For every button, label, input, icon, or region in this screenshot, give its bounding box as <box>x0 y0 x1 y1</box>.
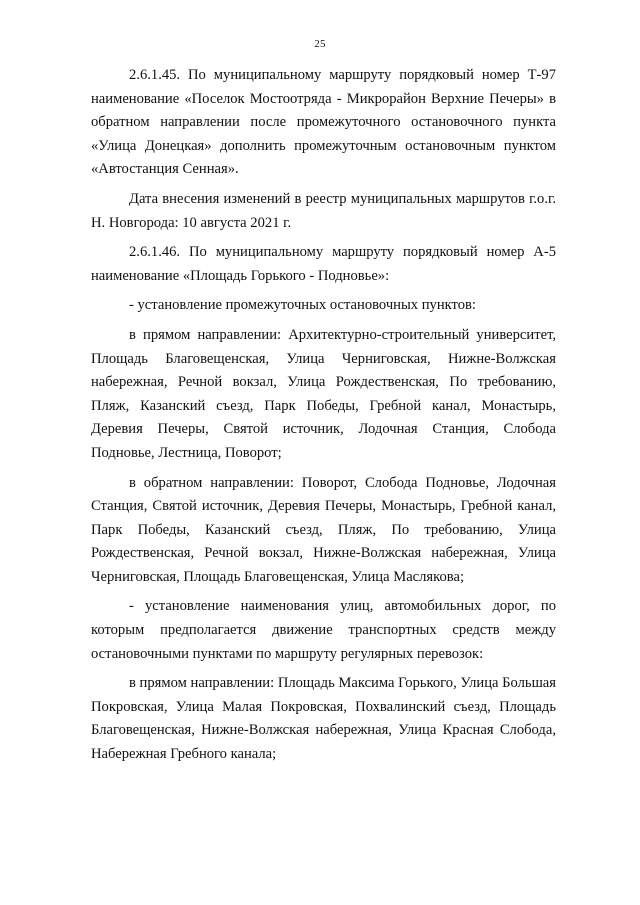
paragraph-route-t97: 2.6.1.45. По муниципальному маршруту порядковый номер Т-97 наименование «Поселок Мостоотряда - Микрорайон Верхние Печеры» в обратном направлении после промежуточного остановочного пункта «Улица Донецкая» дополнить промежуточным остановочным пунктом «Автостанция Сенная». <box>91 67 556 178</box>
paragraph-reverse-stops: в обратном направлении: Поворот, Слобода Подновье, Лодочная Станция, Святой источник, Деревия Печеры, Монастырь, Гребной канал, Парк Победы, Казанский съезд, Пляж, По требованию, Улица Рождественская, Речной вокзал, Нижне-Волжская набережная, Улица Черниговская, Площадь Благовещенская, Улица Маслякова; <box>91 474 556 585</box>
paragraph-forward-stops: в прямом направлении: Архитектурно-строительный университет, Площадь Благовещенская, Улица Черниговская, Нижне-Волжская набережная, Речной вокзал, Улица Рождественская, По требованию, Пляж, Казанский съезд, Парк Победы, Гребной канал, Монастырь, Деревия Печеры, Святой источник, Лодочная Станция, Слобода Подновье, Лестница, Поворот; <box>91 326 556 461</box>
paragraph-stops-heading: - установление промежуточных остановочных пунктов: <box>129 297 476 314</box>
paragraph-route-a5: 2.6.1.46. По муниципальному маршруту порядковый номер А-5 наименование «Площадь Горького - Подновье»: <box>91 244 556 284</box>
document-body <box>91 64 556 773</box>
paragraph-change-date: Дата внесения изменений в реестр муниципальных маршрутов г.о.г. Н. Новгорода: 10 августа 2021 г. <box>91 190 556 231</box>
paragraph-streets-heading: - установление наименования улиц, автомобильных дорог, по которым предполагается движение транспортных средств между остановочными пунктами по маршруту регулярных перевозок: <box>91 598 556 662</box>
page-number: 25 <box>314 38 326 50</box>
paragraph-forward-streets: в прямом направлении: Площадь Максима Горького, Улица Большая Покровская, Улица Малая Покровская, Похвалинский съезд, Площадь Благовещенская, Нижне-Волжская набережная, Улица Красная Слобода, Набережная Гребного канала; <box>91 675 556 763</box>
